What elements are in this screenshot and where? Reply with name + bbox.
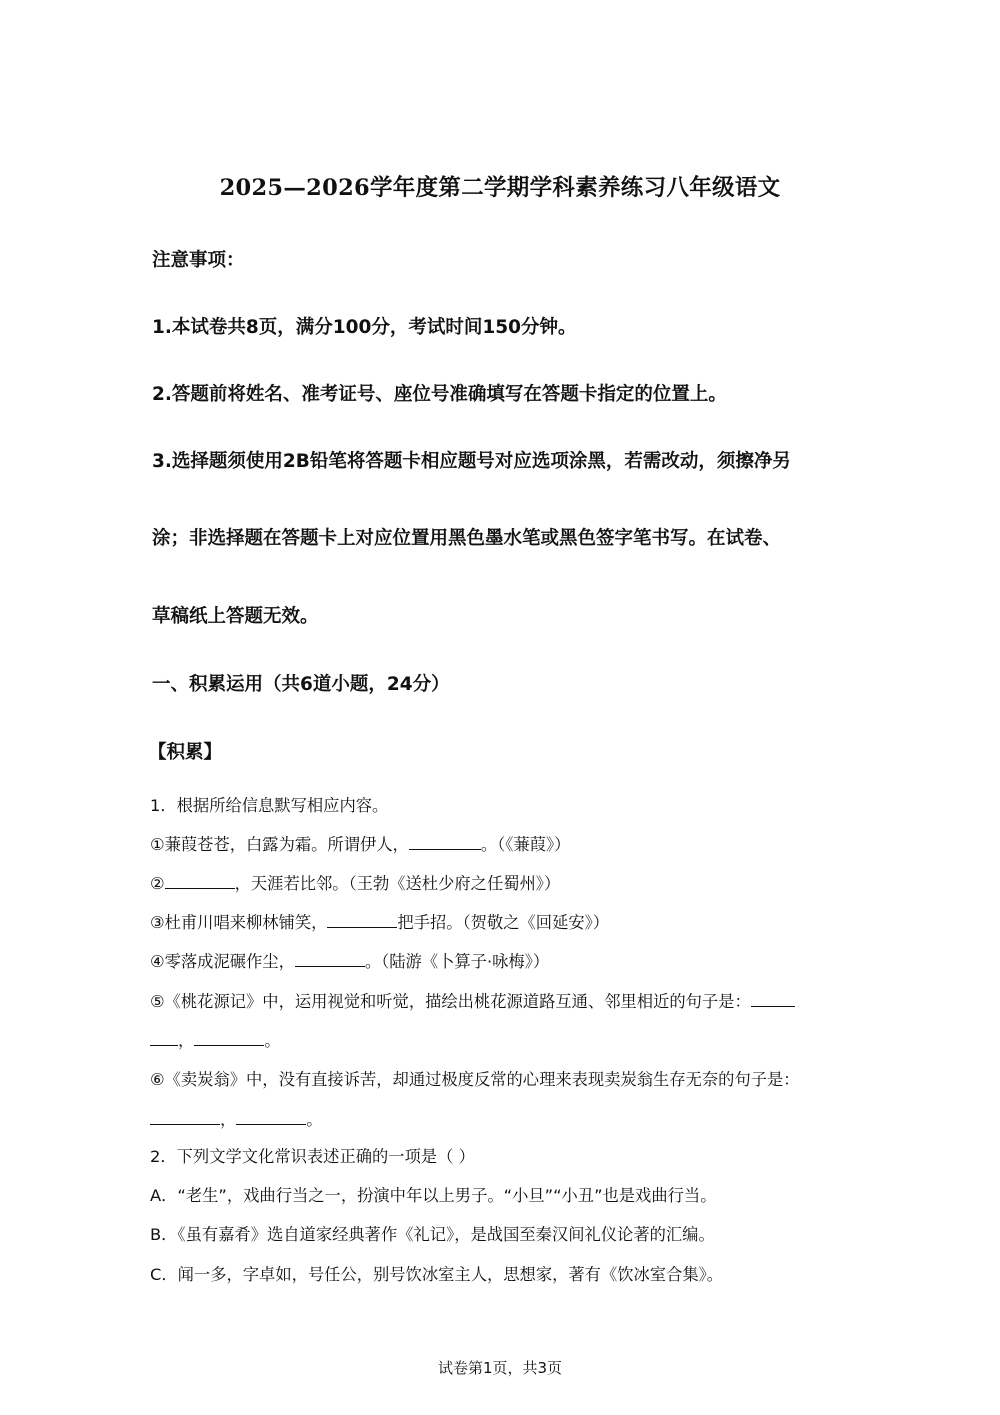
notice-item: 2.答题前将姓名、准考证号、座位号准确填写在答题卡指定的位置上。 [152, 384, 727, 405]
question-2-stem: 2．下列文学文化常识表述正确的一项是（ ） [150, 1147, 475, 1166]
question-1-line-3: ③杜甫川唱来柳林铺笑， 把手招。（贺敬之《回延安》） [150, 913, 610, 932]
question-1-line-6: ⑥《卖炭翁》中，没有直接诉苦，却通过极度反常的心理来表现卖炭翁生存无奈的句子是： [150, 1070, 800, 1089]
section-heading: 一、积累运用（共6道小题，24分） [152, 674, 450, 695]
notice-item: 3.选择题须使用2B铅笔将答题卡相应题号对应选项涂黑，若需改动，须擦净另 [152, 451, 791, 472]
answer-blank[interactable] [150, 1044, 178, 1046]
answer-blank[interactable] [236, 1123, 306, 1125]
notice-item: 1.本试卷共8页，满分100分，考试时间150分钟。 [152, 317, 577, 338]
page-footer: 试卷第1页，共3页 [437, 1359, 563, 1377]
question-1-stem: 1．根据所给信息默写相应内容。 [150, 796, 389, 815]
question-2-option-b: B．《虽有嘉肴》选自道家经典著作《礼记》，是战国至秦汉间礼仪论著的汇编。 [150, 1225, 715, 1244]
notice-heading: 注意事项： [152, 250, 245, 271]
question-1-line-6-cont: ， 。 [150, 1106, 323, 1130]
question-1-line-5-cont: ， 。 [150, 1027, 281, 1051]
answer-blank[interactable] [194, 1044, 264, 1046]
answer-blank[interactable] [409, 848, 481, 850]
exam-title: 2025—2026学年度第二学期学科素养练习八年级语文 [219, 175, 781, 201]
answer-blank[interactable] [150, 1123, 220, 1125]
subsection-heading: 【积累】 [148, 742, 223, 763]
question-2-option-c: C．闻一多，字卓如，号任公，别号饮冰室主人，思想家，著有《饮冰室合集》。 [150, 1265, 724, 1284]
question-2-option-a: A．“老生”，戏曲行当之一，扮演中年以上男子。“小旦”“小丑”也是戏曲行当。 [150, 1186, 717, 1205]
answer-blank[interactable] [165, 887, 235, 889]
answer-blank[interactable] [295, 965, 365, 967]
question-1-line-4: ④零落成泥碾作尘， 。（陆游《卜算子·咏梅》） [150, 952, 550, 971]
question-1-line-5: ⑤《桃花源记》中，运用视觉和听觉，描绘出桃花源道路互通、邻里相近的句子是： [150, 988, 795, 1012]
notice-item: 涂；非选择题在答题卡上对应位置用黑色墨水笔或黑色签字笔书写。在试卷、 [152, 528, 782, 549]
question-1-line-2: ② ，天涯若比邻。（王勃《送杜少府之任蜀州》） [150, 874, 561, 893]
answer-blank[interactable] [327, 926, 397, 928]
notice-item: 草稿纸上答题无效。 [152, 606, 319, 627]
question-1-line-1: ①蒹葭苍苍，白露为霜。所谓伊人， 。（《蒹葭》） [150, 835, 571, 854]
answer-blank[interactable] [751, 1005, 795, 1007]
